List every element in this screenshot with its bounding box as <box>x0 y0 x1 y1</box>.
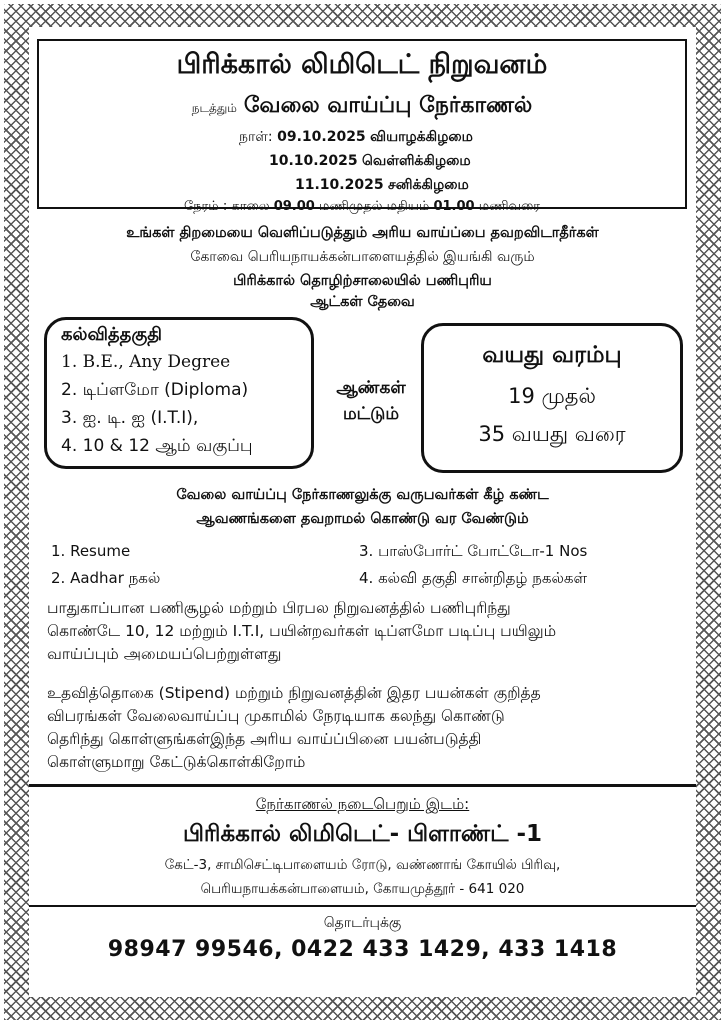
paragraph-line: தெரிந்து கொள்ளுங்கள்இந்த அரிய வாய்ப்பினை பயன்படுத்தி <box>47 730 482 748</box>
document-item: 3. பாஸ்போர்ட் போட்டோ-1 Nos <box>359 542 588 560</box>
qualification-title: கல்வித்தகுதி <box>61 324 163 345</box>
intro-line-2: கோவை பெரியநாயக்கன்பாளையத்தில் இயங்கி வரும் <box>190 249 535 265</box>
gender-line-2: மட்டும் <box>342 404 400 424</box>
document-item: 2. Aadhar நகல் <box>51 569 161 587</box>
qualification-item: 2. டிப்ளமோ (Diploma) <box>61 380 249 400</box>
date-label: நாள்: <box>239 129 273 145</box>
company-title: பிரிக்கால் லிமிடெட் நிறுவனம் <box>176 49 548 80</box>
date-line-3 <box>295 177 469 195</box>
time-line <box>39 199 685 215</box>
poster-content <box>29 27 696 997</box>
paragraph-line: உதவித்தொகை (Stipend) மற்றும் நிறுவனத்தின் இதர பயன்கள் குறித்த <box>47 684 541 702</box>
date-value: 09.10.2025 <box>277 129 366 145</box>
contact-phones: 98947 99546, 0422 433 1429, 433 1418 <box>107 937 618 962</box>
qualification-item: 3. ஐ. டி. ஐ (I.T.I), <box>61 408 199 428</box>
divider <box>29 784 696 787</box>
venue-address-1: கேட்-3, சாமிசெட்டிபாளையம் ரோடு, வண்ணாங் கோயில் பிரிவு, <box>164 857 561 873</box>
day-value: வியாழக்கிழமை <box>370 129 473 145</box>
qualification-item: 1. B.E., Any Degree <box>61 352 231 372</box>
documents-heading-2: ஆவணங்களை தவறாமல் கொண்டு வர வேண்டும் <box>196 511 529 527</box>
conducts-prefix: நடத்தும் <box>191 101 237 115</box>
document-item: 4. கல்வி தகுதி சான்றிதழ் நகல்கள் <box>359 569 588 587</box>
paragraph-line: வாய்ப்பும் அமையப்பெற்றுள்ளது <box>47 645 282 663</box>
date-value: 10.10.2025 <box>269 153 358 169</box>
venue-label: நேர்காணல் நடைபெறும் இடம்: <box>255 795 470 813</box>
event-line <box>39 93 685 121</box>
time-end: 01.00 <box>433 199 475 214</box>
time-mid: மணிமுதல் மதியம் <box>318 199 430 214</box>
day-value: வெள்ளிக்கிழமை <box>362 153 471 169</box>
document-item: 1. Resume <box>51 542 131 560</box>
paragraph-benefits <box>47 597 687 666</box>
age-line-2: 35 வயது வரை <box>478 422 626 446</box>
gender-line-1: ஆண்கள் <box>336 378 406 398</box>
header-box <box>37 39 687 214</box>
divider <box>29 905 696 907</box>
age-title: வயது வரம்பு <box>482 342 622 368</box>
decorative-border <box>4 4 721 1020</box>
documents-heading-1: வேலை வாய்ப்பு நேர்காணலுக்கு வருபவர்கள் கீழ் கண்ட <box>176 487 549 503</box>
paragraph-line: விபரங்கள் வேலைவாய்ப்பு முகாமில் நேரடியாக கலந்து கொண்டு <box>47 707 505 725</box>
date-line-2 <box>269 153 471 171</box>
intro-line-3: பிரிக்கால் தொழிற்சாலையில் பணிபுரிய <box>233 273 492 289</box>
date-value: 11.10.2025 <box>295 177 384 193</box>
venue-address-2: பெரியநாயக்கன்பாளையம், கோயமுத்தூர் - 641 020 <box>200 881 525 897</box>
paragraph-line: பாதுகாப்பான பணிசூழல் மற்றும் பிரபல நிறுவனத்தில் பணிபுரிந்து <box>47 599 511 617</box>
intro-line-1: உங்கள் திறமையை வெளிப்படுத்தும் அரிய வாய்ப்பை தவறவிடாதீர்கள் <box>126 225 599 241</box>
age-box <box>421 323 683 473</box>
age-line-1: 19 முதல் <box>508 384 596 408</box>
qualification-box <box>44 317 314 469</box>
paragraph-line: கொள்ளுமாறு கேட்டுக்கொள்கிறோம் <box>47 753 306 771</box>
gender-note <box>323 375 419 427</box>
paragraph-line: கொண்டே 10, 12 மற்றும் I.T.I, பயின்றவர்கள் டிப்ளமோ படிப்பு பயிலும் <box>47 622 557 640</box>
date-line-1 <box>239 129 473 147</box>
day-value: சனிக்கிழமை <box>388 177 469 193</box>
event-title: வேலை வாய்ப்பு நேர்காணல் <box>243 93 533 118</box>
intro-line-4: ஆட்கள் தேவை <box>310 294 415 310</box>
paragraph-stipend <box>47 682 687 774</box>
time-suffix: மணிவரை <box>478 199 540 214</box>
contact-label: தொடர்புக்கு <box>323 915 402 931</box>
qualification-item: 4. 10 & 12 ஆம் வகுப்பு <box>61 436 253 456</box>
time-start: 09.00 <box>273 199 315 214</box>
time-label: நேரம் : காலை <box>183 199 270 214</box>
venue-name: பிரிக்கால் லிமிடெட்- பிளாண்ட் -1 <box>182 821 543 847</box>
